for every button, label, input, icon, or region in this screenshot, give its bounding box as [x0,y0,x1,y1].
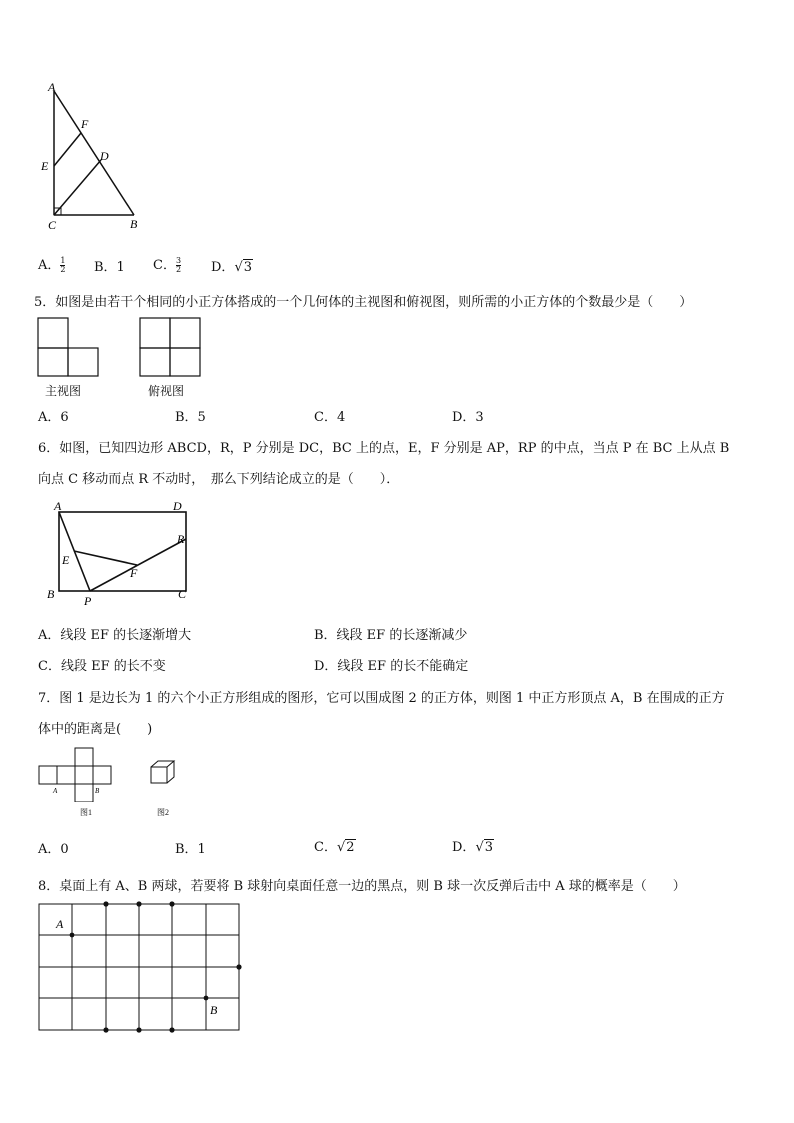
q7-cube-figure [148,758,180,786]
q5-front-view-figure [36,316,100,378]
q7-option-d[interactable] [452,836,494,855]
q6-question-text-line2: 向点 C 移动而点 R 不动时， 那么下列结论成立的是（ ）． [38,472,400,487]
q7-option-c-radicand: 2 [346,840,355,855]
ball-b-icon [204,996,209,1001]
q7-figure2-caption: 图2 [157,808,169,817]
q5-option-a[interactable]: A．6 [38,410,69,425]
q6-label-p: P [84,594,92,608]
q7-option-d-radicand: 3 [484,840,494,855]
q6-label-f: F [130,566,138,580]
q7-question-text-line2: 体中的距离是( ) [38,722,153,737]
q5-option-b[interactable]: B．5 [175,410,206,425]
q4-option-d[interactable] [211,256,253,275]
q4-option-a-prefix: A． [38,258,61,273]
q5-option-c[interactable]: C．4 [314,410,346,425]
sqrt-symbol-icon: √ [234,260,243,275]
q6-label-e: E [62,553,70,567]
q4-label-b: B [130,217,138,231]
q6-label-b: B [47,587,55,601]
sqrt-symbol-icon: √ [475,840,484,855]
q7-question-text-line1: 7．图 1 是边长为 1 的六个小正方形组成的图形，它可以围成图 2 的正方体，则图 1 中正方形顶点 A，B 在围成的正方 [38,691,725,706]
q6-option-c[interactable]: C．线段 EF 的长不变 [38,659,166,674]
q6-option-b[interactable]: B．线段 EF 的长逐渐减少 [314,628,468,643]
q6-option-d[interactable]: D．线段 EF 的长不能确定 [314,659,469,674]
q5-front-view-caption: 主视图 [45,384,82,398]
q8-label-a: A [56,917,64,931]
q4-option-d-radicand: 3 [243,260,253,275]
q4-label-c: C [48,218,57,232]
q4-triangle-figure [30,78,155,238]
q4-label-f: F [81,117,89,131]
q4-label-e: E [41,159,49,173]
q7-option-c-prefix: C． [314,840,337,855]
q4-option-a[interactable] [38,254,65,274]
q7-option-b[interactable]: B．1 [175,842,206,857]
sqrt-symbol-icon: √ [336,840,346,855]
q6-label-a: A [54,499,62,513]
q6-question-text-line1: 6．如图，已知四边形 ABCD，R，P 分别是 DC，BC 上的点，E，F 分别是 AP，RP 的中点，当点 P 在 BC 上从点 B [38,441,730,456]
q7-cube-net-figure [36,746,116,802]
q6-option-a[interactable]: A．线段 EF 的长逐渐增大 [38,628,192,643]
q5-option-d[interactable]: D．3 [452,410,484,425]
q5-question-text: 5．如图是由若干个相同的小正方体搭成的一个几何体的主视图和俯视图，则所需的小正方体的个数最少是（ ） [34,295,693,310]
q6-label-r: R [177,532,185,546]
ball-a-icon [70,933,75,938]
q6-label-d: D [173,499,182,513]
q4-option-d-prefix: D． [211,260,235,275]
q7-net-label-a: A [53,787,58,795]
q7-figure1-caption: 图1 [80,808,92,817]
q4-option-c-fraction: $\frac{3}{2}$ [175,256,182,274]
q7-net-label-b: B [95,787,100,795]
q4-label-d: D [100,149,109,163]
q4-option-a-fraction: $\frac{1}{2}$ [60,256,66,274]
q6-label-c: C [178,587,187,601]
q7-option-a[interactable]: A．0 [38,842,69,857]
q4-option-c[interactable] [153,254,181,274]
q4-label-a: A [48,80,56,94]
q5-top-view-figure [138,316,202,378]
q8-table-grid-figure [34,898,246,1038]
q6-quadrilateral-figure [44,497,194,609]
q4-option-b[interactable]: B．1 [94,260,125,275]
q7-option-c[interactable] [314,836,356,855]
q4-option-c-prefix: C． [153,258,176,273]
q5-top-view-caption: 俯视图 [148,384,185,398]
q8-question-text: 8．桌面上有 A、B 两球，若要将 B 球射向桌面任意一边的黑点，则 B 球一次反弹后击中 A 球的概率是（ ） [38,879,686,894]
q8-label-b: B [210,1003,218,1017]
q7-option-d-prefix: D． [452,840,476,855]
